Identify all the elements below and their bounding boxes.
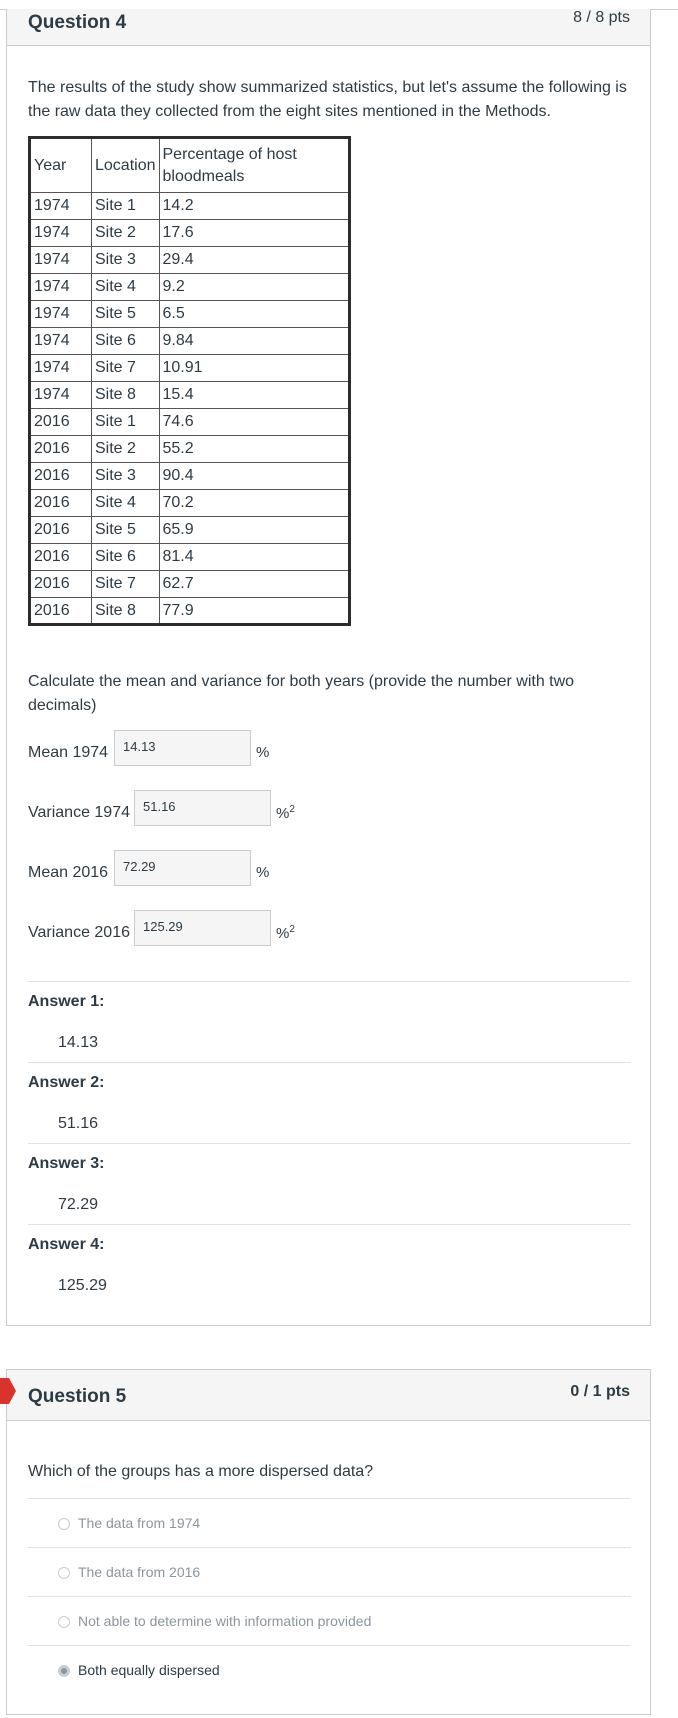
calculation-instruction: Calculate the mean and variance for both years (provide the number with two decimals) — [28, 673, 575, 714]
variance-2016-input[interactable]: 125.29 — [134, 910, 271, 946]
table-cell: 1974 — [30, 382, 92, 409]
unit-text: % — [256, 864, 270, 881]
variance-1974-label: Variance 1974 — [28, 804, 130, 821]
answer-2-value: 51.16 — [58, 1115, 99, 1132]
table-cell: 15.4 — [159, 382, 349, 409]
table-row — [30, 409, 350, 436]
table-cell: 81.4 — [159, 544, 349, 571]
table-cell: 1974 — [30, 193, 92, 220]
table-row — [30, 436, 350, 463]
variance-2016-unit — [276, 924, 295, 942]
table-cell: 77.9 — [159, 598, 349, 625]
table-cell: 74.6 — [159, 409, 349, 436]
table-row — [30, 193, 350, 220]
question-points: 0 / 1 pts — [570, 1383, 630, 1400]
question-points: 8 / 8 pts — [573, 9, 630, 26]
table-cell: Site 3 — [92, 247, 160, 274]
variance-2016-label: Variance 2016 — [28, 924, 130, 941]
table-cell: Site 5 — [92, 301, 160, 328]
table-row — [30, 382, 350, 409]
divider — [28, 1143, 631, 1144]
mean-2016-unit — [256, 864, 269, 881]
table-cell: Site 2 — [92, 220, 160, 247]
question-title: Question 4 — [28, 12, 127, 33]
table-header-cell: Location — [92, 138, 160, 193]
table-header-cell: Percentage of host bloodmeals — [159, 138, 349, 193]
mean-1974-unit — [256, 744, 269, 761]
answer-4-value: 125.29 — [58, 1277, 107, 1294]
answer-2-label: Answer 2: — [28, 1074, 105, 1091]
table-cell: 2016 — [30, 571, 92, 598]
radio-button[interactable] — [58, 1567, 70, 1579]
table-cell: 6.5 — [159, 301, 349, 328]
table-cell: Site 6 — [92, 544, 160, 571]
divider — [28, 1645, 631, 1646]
table-row — [30, 598, 350, 625]
table-cell: 2016 — [30, 490, 92, 517]
unit-superscript: 2 — [289, 924, 295, 935]
table-cell: Site 3 — [92, 463, 160, 490]
variance-1974-input[interactable]: 51.16 — [134, 790, 271, 826]
table-cell: 1974 — [30, 274, 92, 301]
answer-3-label: Answer 3: — [28, 1155, 105, 1172]
table-cell: Site 5 — [92, 517, 160, 544]
table-row — [30, 571, 350, 598]
table-cell: 1974 — [30, 301, 92, 328]
radio-button[interactable] — [58, 1518, 70, 1530]
table-cell: 9.2 — [159, 274, 349, 301]
question-prompt: The results of the study show summarized statistics, but let's assume the following is the raw data they collected from the eight sites mentioned in the Methods. — [28, 79, 627, 120]
incorrect-flag-icon — [0, 1378, 16, 1404]
table-cell: 70.2 — [159, 490, 349, 517]
table-row — [30, 517, 350, 544]
table-row — [30, 274, 350, 301]
table-cell: 2016 — [30, 463, 92, 490]
table-cell: Site 6 — [92, 328, 160, 355]
question-4-header — [7, 9, 650, 46]
table-cell: 2016 — [30, 544, 92, 571]
answer-1-label: Answer 1: — [28, 993, 105, 1010]
divider — [28, 1224, 631, 1225]
divider — [28, 1498, 631, 1499]
answer-option-label: Not able to determine with information provided — [78, 1613, 372, 1629]
radio-button[interactable] — [58, 1616, 70, 1628]
mean-1974-input[interactable]: 14.13 — [114, 730, 251, 766]
table-row — [30, 301, 350, 328]
table-row — [30, 544, 350, 571]
answer-option-label: The data from 1974 — [78, 1515, 201, 1531]
table-cell: 9.84 — [159, 328, 349, 355]
answer-4-label: Answer 4: — [28, 1236, 105, 1253]
table-cell: Site 2 — [92, 436, 160, 463]
table-cell: 17.6 — [159, 220, 349, 247]
divider — [28, 1596, 631, 1597]
table-cell: 1974 — [30, 247, 92, 274]
table-cell: 55.2 — [159, 436, 349, 463]
table-cell: 62.7 — [159, 571, 349, 598]
table-row — [30, 355, 350, 382]
divider — [28, 981, 631, 982]
answer-1-value: 14.13 — [58, 1034, 99, 1051]
unit-superscript: 2 — [289, 804, 295, 815]
table-cell: Site 4 — [92, 490, 160, 517]
table-row — [30, 463, 350, 490]
answer-option-label: The data from 2016 — [78, 1564, 201, 1580]
table-cell: 65.9 — [159, 517, 349, 544]
table-cell: Site 7 — [92, 355, 160, 382]
table-cell: 1974 — [30, 328, 92, 355]
table-cell: 2016 — [30, 436, 92, 463]
question-5 — [6, 1369, 651, 1715]
table-cell: Site 1 — [92, 193, 160, 220]
table-header-cell: Year — [30, 138, 92, 193]
table-cell: 1974 — [30, 220, 92, 247]
table-header-row — [30, 138, 350, 193]
table-cell: Site 7 — [92, 571, 160, 598]
table-cell: Site 8 — [92, 382, 160, 409]
divider — [28, 1062, 631, 1063]
mean-2016-input[interactable]: 72.29 — [114, 850, 251, 886]
question-4 — [6, 9, 651, 1326]
table-row — [30, 247, 350, 274]
table-cell: 90.4 — [159, 463, 349, 490]
answer-option-label: Both equally dispersed — [78, 1662, 220, 1678]
divider — [28, 1547, 631, 1548]
unit-text: % — [256, 744, 270, 761]
data-table — [28, 136, 351, 626]
answer-3-value: 72.29 — [58, 1196, 99, 1213]
table-cell: Site 8 — [92, 598, 160, 625]
table-cell: 2016 — [30, 409, 92, 436]
question-title: Question 5 — [28, 1386, 127, 1407]
table-row — [30, 220, 350, 247]
mean-1974-label: Mean 1974 — [28, 744, 109, 761]
question-5-header — [7, 1370, 650, 1421]
table-cell: Site 1 — [92, 409, 160, 436]
question-prompt: Which of the groups has a more dispersed data? — [28, 1463, 374, 1480]
table-row — [30, 490, 350, 517]
unit-text: % — [276, 805, 290, 822]
table-cell: 14.2 — [159, 193, 349, 220]
table-cell: Site 4 — [92, 274, 160, 301]
radio-button-selected[interactable] — [58, 1665, 70, 1677]
variance-1974-unit — [276, 804, 295, 822]
unit-text: % — [276, 925, 290, 942]
table-row — [30, 328, 350, 355]
table-cell: 1974 — [30, 355, 92, 382]
table-cell: 2016 — [30, 598, 92, 625]
table-cell: 2016 — [30, 517, 92, 544]
mean-2016-label: Mean 2016 — [28, 864, 109, 881]
table-cell: 29.4 — [159, 247, 349, 274]
table-cell: 10.91 — [159, 355, 349, 382]
